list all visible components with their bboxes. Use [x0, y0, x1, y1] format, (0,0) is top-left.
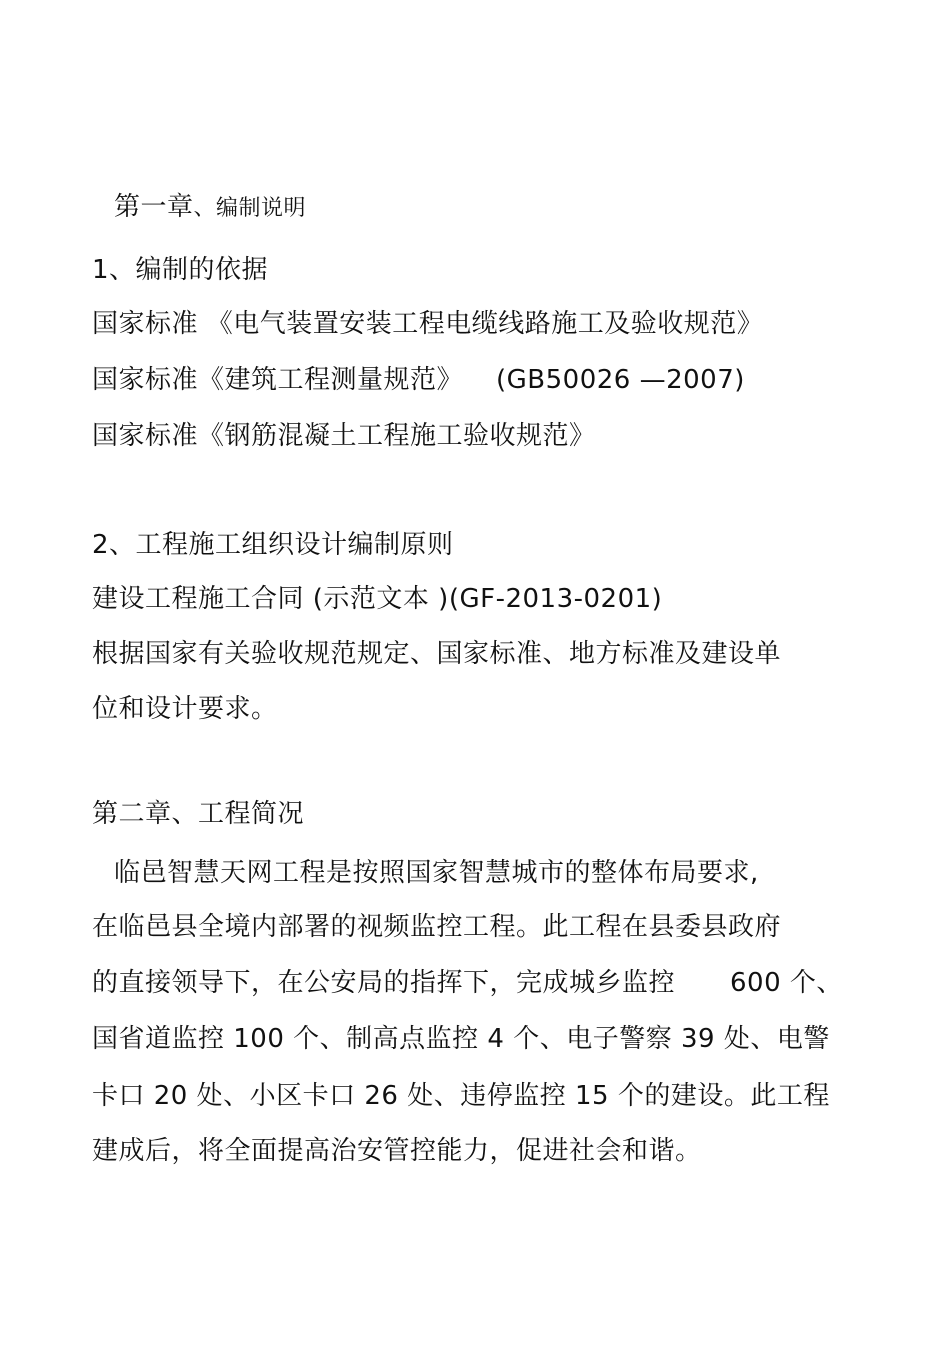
overview-line-3-count: 600 个、 [730, 968, 843, 998]
principle-item-1: 建设工程施工合同 (示范文本 )(GF-2013-0201) [92, 584, 663, 614]
standard-item-2: 国家标准《建筑工程测量规范》 [92, 365, 464, 395]
standard-item-3: 国家标准《钢筋混凝土工程施工验收规范》 [92, 421, 596, 451]
section1-title: 1、编制的依据 [92, 255, 269, 285]
standard-item-1: 国家标准 《电气装置安装工程电缆线路施工及验收规范》 [92, 309, 764, 339]
overview-line-4: 国省道监控 100 个、制高点监控 4 个、电子警察 39 处、电警 [92, 1024, 830, 1054]
overview-line-1: 临邑智慧天网工程是按照国家智慧城市的整体布局要求, [114, 858, 759, 888]
overview-line-6: 建成后，将全面提高治安管控能力，促进社会和谐。 [92, 1136, 702, 1166]
overview-line-3: 的直接领导下，在公安局的指挥下，完成城乡监控 [92, 968, 676, 998]
standard-item-2-code: (GB50026 —2007) [496, 365, 745, 395]
principle-item-2: 根据国家有关验收规范规定、国家标准、地方标准及建设单 [92, 639, 782, 669]
chapter1-number: 第一章 [114, 192, 194, 222]
principle-item-3: 位和设计要求。 [92, 694, 278, 724]
overview-line-2: 在临邑县全境内部署的视频监控工程。此工程在县委县政府 [92, 912, 782, 942]
chapter1-heading [114, 190, 306, 226]
chapter1-title: 、编制说明 [193, 196, 307, 221]
chapter2-heading: 第二章、工程简况 [92, 799, 305, 829]
section2-title: 2、工程施工组织设计编制原则 [92, 530, 454, 560]
overview-line-5: 卡口 20 处、小区卡口 26 处、违停监控 15 个的建设。此工程 [92, 1081, 830, 1111]
